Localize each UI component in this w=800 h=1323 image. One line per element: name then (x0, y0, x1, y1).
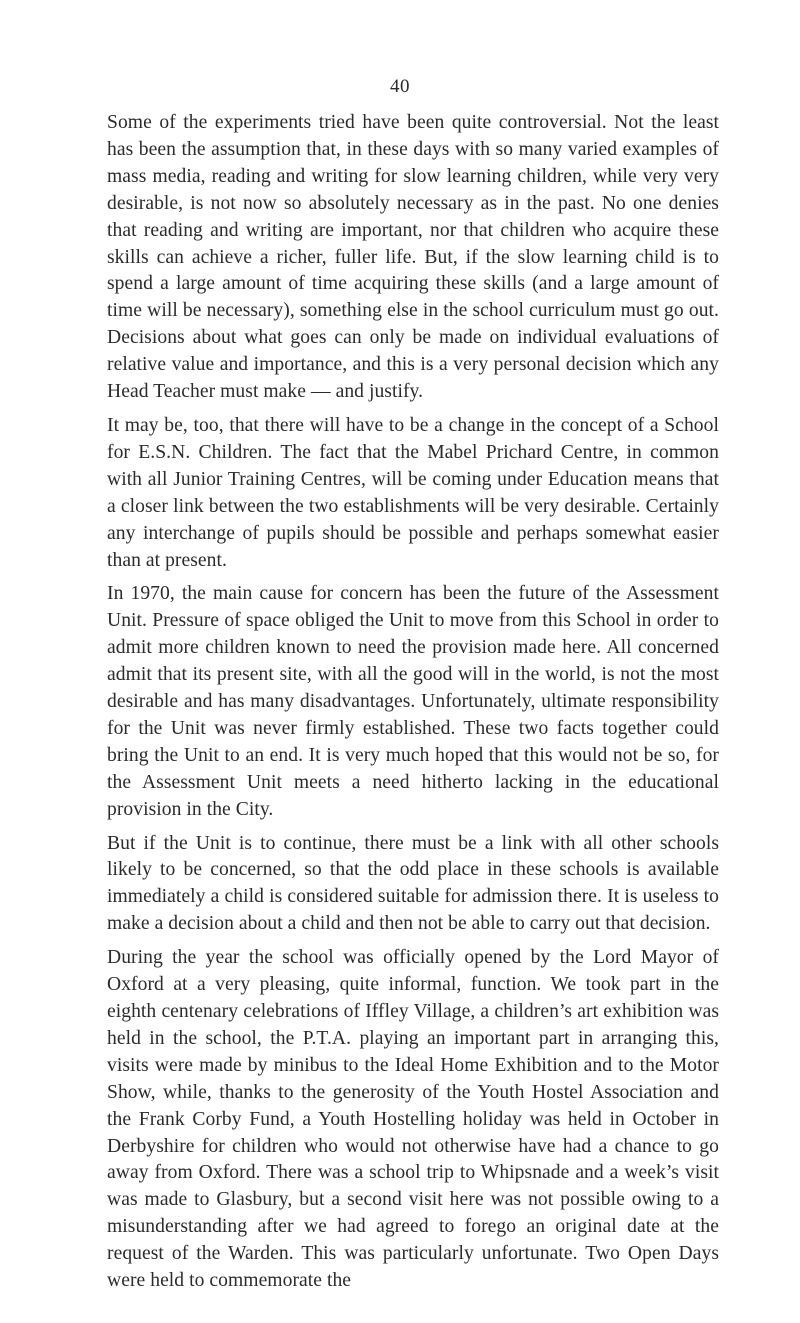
body-text (107, 110, 719, 1302)
paragraph-year-events: During the year the school was officially opened by the Lord Mayor of Oxford at a very pleasing, quite informal, function. We took part in the eighth centenary celebrations of Iffley Village, a children’s art exhibition was held in the school, the P.T.A. playing an important part in arranging this, visits were made by minibus to the Ideal Home Exhibition and to the Motor Show, while, thanks to the generosity of the Youth Hostel Association and the Frank Corby Fund, a Youth Hostelling holiday was held in October in Derbyshire for children who would not otherwise have had a chance to go away from Oxford. There was a school trip to Whipsnade and a week’s visit was made to Glasbury, but a second visit here was not possible owing to a misunderstanding after we had agreed to forego an original date at the request of the Warden. This was particularly unfortunate. Two Open Days were held to commemorate the (107, 947, 719, 1292)
page-number: 40 (390, 76, 410, 97)
paragraph-esn-school-concept: It may be, too, that there will have to be a change in the concept of a School for E.S.N. Children. The fact that the Mabel Prichard Centre, in common with all Junior Training Centres, will be coming under Education means that a closer link between the two establishments will be very desirable. Certainly any interchange of pupils should be possible and perhaps somewhat easier than at present. (107, 414, 719, 571)
paragraph-assessment-unit: In 1970, the main cause for concern has been the future of the Assessment Unit. Pressure of space obliged the Unit to move from this School in order to admit more children known to need the provision made here. All concerned admit that its present site, with all the good will in the world, is not the most desirable and has many disadvantages. Unfortunately, ultimate responsibility for the Unit was never firmly established. These two facts together could bring the Unit to an end. It is very much hoped that this would not be so, for the Assessment Unit meets a need hitherto lacking in the educational provision in the City. (107, 583, 719, 820)
paragraph-unit-continuation: But if the Unit is to continue, there must be a link with all other schools likely to be concerned, so that the odd place in these schools is available immediately a child is considered suitable for admission there. It is useless to make a decision about a child and then not be able to carry out that decision. (107, 832, 719, 935)
paragraph-experiments: Some of the experiments tried have been quite controversial. Not the least has been the assumption that, in these days with so many varied examples of mass media, reading and writing for slow learning children, while very very desirable, is not now so absolutely necessary as in the past. No one denies that reading and writing are important, nor that children who acquire these skills can achieve a richer, fuller life. But, if the slow learning child is to spend a large amount of time acquiring these skills (and a large amount of time will be necessary), something else in the school curriculum must go out. Decisions about what goes can only be made on individual evaluations of relative value and importance, and this is a very personal decision which any Head Teacher must make — and justify. (107, 112, 719, 403)
